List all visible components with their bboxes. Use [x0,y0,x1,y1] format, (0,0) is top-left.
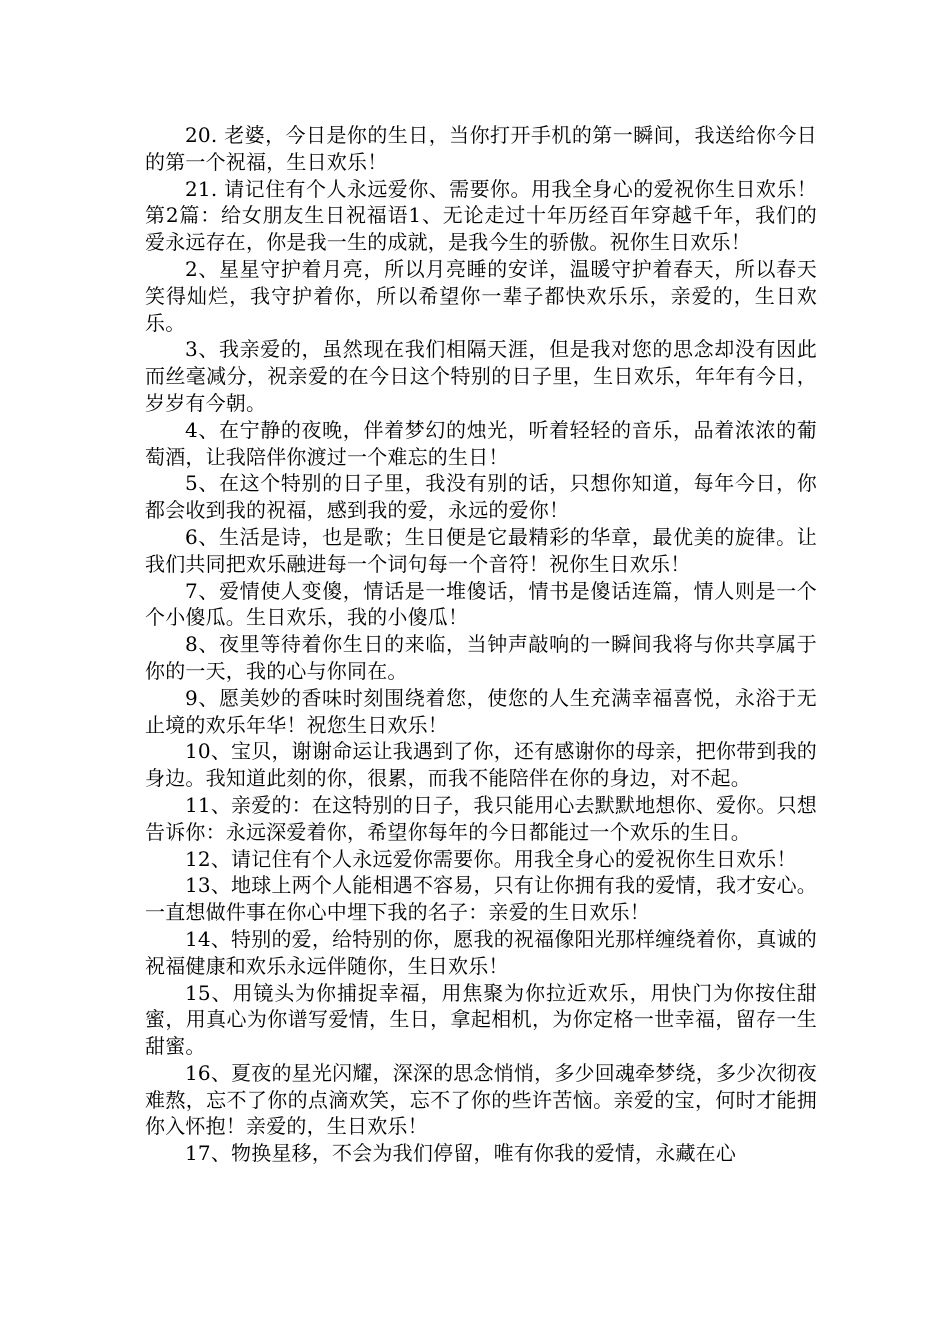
paragraph-16: 16、夏夜的星光闪耀，深深的思念悄悄，多少回魂牵梦绕，多少次彻夜难熬，忘不了你的点滴欢笑，忘不了你的些许苦恼。亲爱的宝，何时才能拥你入怀抱！亲爱的，生日欢乐！ [145,1060,817,1139]
document-body [145,122,817,1167]
paragraph-6: 6、生活是诗，也是歌；生日便是它最精彩的华章，最优美的旋律。让我们共同把欢乐融进每一个词句每一个音符！祝你生日欢乐！ [145,524,817,576]
paragraph-7: 7、爱情使人变傻，情话是一堆傻话，情书是傻话连篇，情人则是一个个小傻瓜。生日欢乐，我的小傻瓜！ [145,578,817,630]
paragraph-13: 13、地球上两个人能相遇不容易，只有让你拥有我的爱情，我才安心。一直想做件事在你心中埋下我的名子：亲爱的生日欢乐！ [145,873,817,925]
paragraph-20: 20. 老婆，今日是你的生日，当你打开手机的第一瞬间，我送给你今日的第一个祝福，生日欢乐！ [145,123,817,174]
paragraph-15: 15、用镜头为你捕捉幸福，用焦聚为你拉近欢乐，用快门为你按住甜蜜，用真心为你谱写爱情，生日，拿起相机，为你定格一世幸福，留存一生甜蜜。 [145,980,817,1059]
paragraph-12: 12、请记住有个人永远爱你需要你。用我全身心的爱祝你生日欢乐！ [185,846,797,871]
paragraph-8: 8、夜里等待着你生日的来临，当钟声敲响的一瞬间我将与你共享属于你的一天，我的心与你同在。 [145,632,817,683]
paragraph-14: 14、特别的爱，给特别的你，愿我的祝福像阳光那样缠绕着你，真诚的祝福健康和欢乐永远伴随你，生日欢乐！ [145,926,817,978]
paragraph-10: 10、宝贝，谢谢命运让我遇到了你，还有感谢你的母亲，把你带到我的身边。我知道此刻的你，很累，而我不能陪伴在你的身边，对不起。 [145,739,817,791]
paragraph-17: 17、物换星移，不会为我们停留，唯有你我的爱情，永藏在心 [185,1141,737,1166]
paragraph-5: 5、在这个特别的日子里，我没有别的话，只想你知道，每年今日，你都会收到我的祝福，感到我的爱，永远的爱你！ [145,471,817,523]
paragraph-21: 21. 请记住有个人永远爱你、需要你。用我全身心的爱祝你生日欢乐！第2篇：给女朋友生日祝福语1、无论走过十年历经百年穿越千年，我们的爱永远存在，你是我一生的成就，是我今生的骄傲。祝你生日欢乐！ [145,176,817,255]
paragraph-2: 2、星星守护着月亮，所以月亮睡的安详，温暖守护着春天，所以春天笑得灿烂，我守护着你，所以希望你一辈子都快欢乐乐，亲爱的，生日欢乐。 [145,256,817,335]
paragraph-9: 9、愿美妙的香味时刻围绕着您，使您的人生充满幸福喜悦，永浴于无止境的欢乐年华！祝您生日欢乐！ [145,685,817,737]
paragraph-3: 3、我亲爱的，虽然现在我们相隔天涯，但是我对您的思念却没有因此而丝毫减分，祝亲爱的在今日这个特别的日子里，生日欢乐，年年有今日，岁岁有今朝。 [145,337,817,415]
paragraph-4: 4、在宁静的夜晚，伴着梦幻的烛光，听着轻轻的音乐，品着浓浓的葡萄酒，让我陪伴你渡过一个难忘的生日！ [145,417,817,469]
paragraph-11: 11、亲爱的：在这特别的日子，我只能用心去默默地想你、爱你。只想告诉你：永远深爱着你，希望你每年的今日都能过一个欢乐的生日。 [145,792,817,844]
